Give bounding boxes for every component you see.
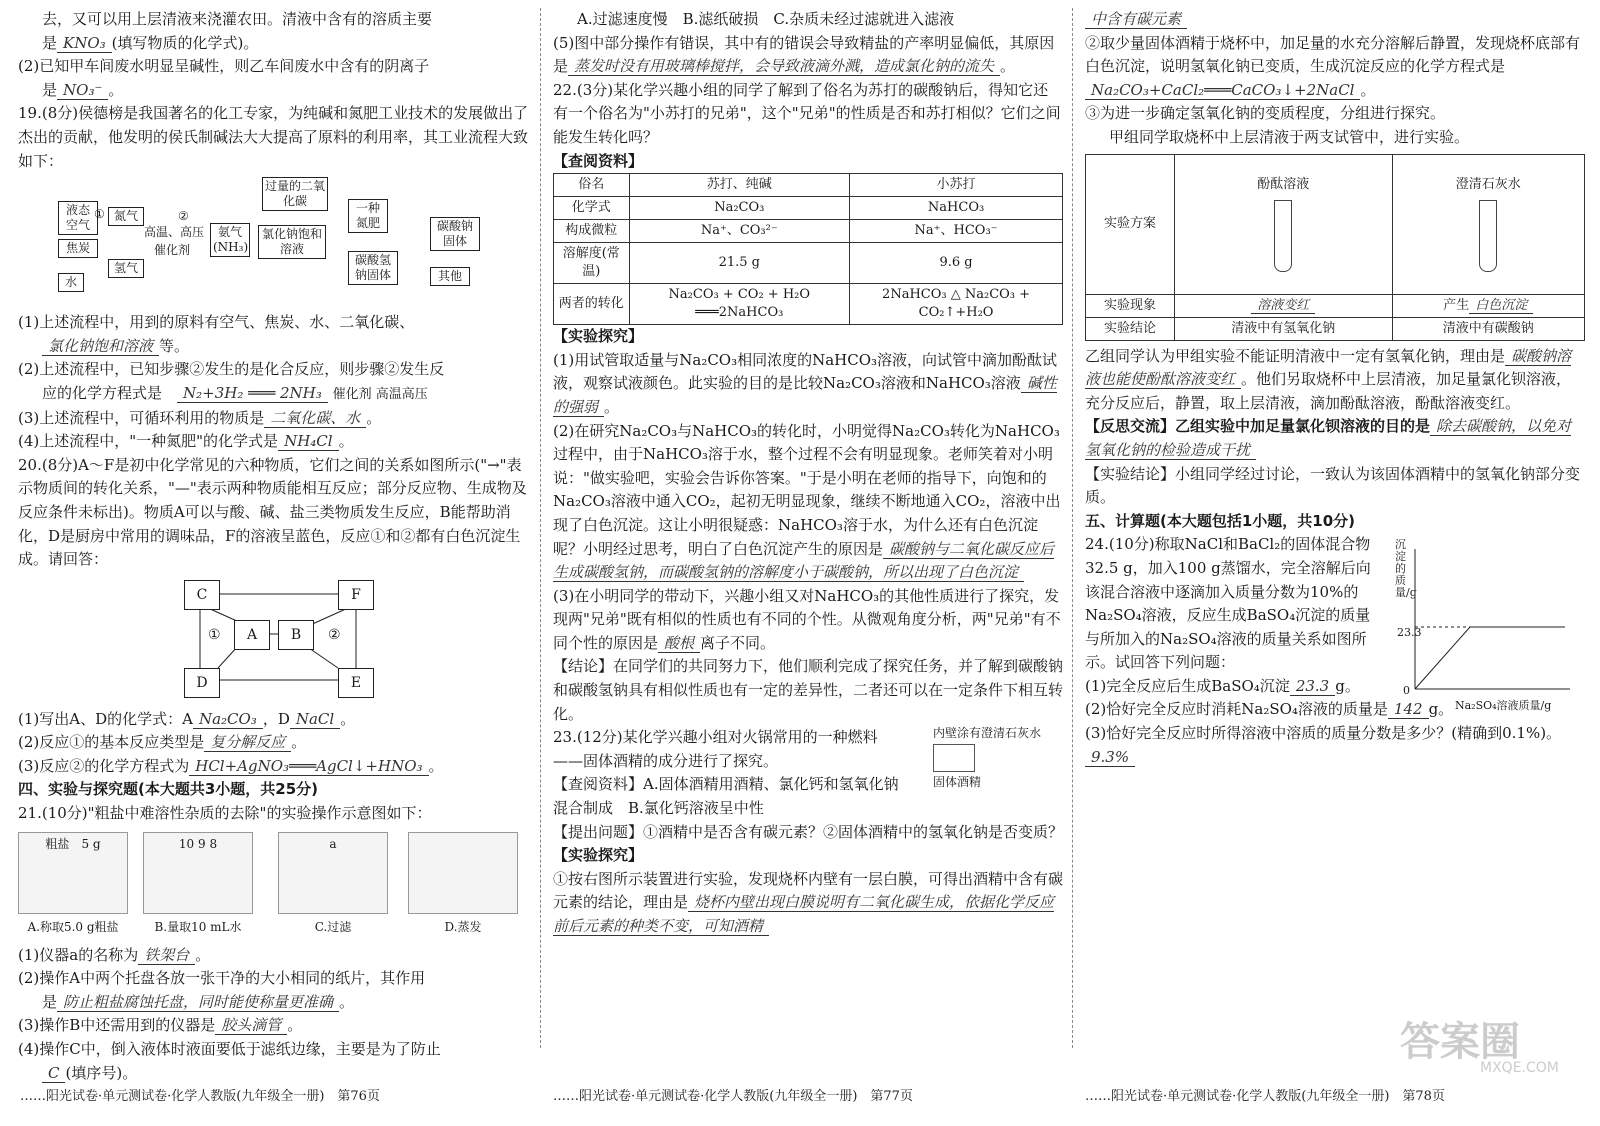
answer-mass-fraction: 9.3% [1085,748,1135,767]
answer-carbon-reason: 烧杯内壁出现白膜说明有二氧化碳生成，依据化学反应前后元素的种类不变，可知酒精 [553,893,1055,935]
answer-baso4-mass: 23.3 [1290,677,1335,696]
answer-precipitate-reason: 碳酸钠与二氧化碳反应后生成碳酸氢钠，而碳酸氢钠的溶解度小于碳酸钠，所以出现了白色沉淀 [553,539,1055,582]
footer-page-77: ……阳光试卷·单元测试卷·化学人教版(九年级全一册) 第77页 [553,1089,913,1104]
data-table: 俗名 苏打、纯碱 小苏打 化学式 Na₂CO₃ NaHCO₃ 构成微粒 Na⁺、CO₃²⁻ Na⁺、HCO₃⁻ 溶解度(常温) 21.5 g 9.6 g 两者的转化 Na₂CO₃ + CO₂ + H₂O ═══2NaHCO₃ 2NaHCO₃ △ Na₂CO₃ + CO₂↑+H₂O [553,173,1063,325]
op-weighing: 粗盐 5 g A.称取5.0 g粗盐 [18,832,128,940]
tube-limewater: 澄清石灰水 [1392,154,1585,294]
node-b: B [278,620,314,650]
answer-equation-2: HCl+AgNO₃═══AgCl↓+HNO₃ [189,757,428,776]
column-page-78: 中含有碳元素 ②取少量固体酒精于烧杯中，加足量的水充分溶解后静置，发现烧杯底部有白色沉淀，说明氢氧化钠已变质，生成沉淀反应的化学方程式是Na₂CO₃+CaCl₂═══CaCO₃↓+2NaCl 。 ③为进一步确定氢氧化钠的变质程度，分组进行探究。 甲组同学取烧杯中上层清液于两支试管中，进行实验。 实验方案 酚酞溶液 澄清石灰水 实验现象 溶液变红 产生 白色沉淀 实验结论 清液中有氢氧化钠 清液中有碳酸钠 乙组同学认为甲组实验不能证明清液中一定有氢氧化钠，理由是 碳酸钠溶液也能使酚酞溶液变红 。他们另取烧杯中上层清液，加足量氯化钡溶液，充分反应后，静置，取上层清液，滴加酚酞溶液，酚酞溶液变红。 【反思交流】乙组实验中加足量氯化钡溶液的目的是 除去碳酸钠，以免对氢氧化钠的检验造成干扰 【实验结论】小组同学经过讨论，一致认为该固体酒精中的氢氧化钠部分变质。 五、计算题(本大题包括1小题，共10分) 24.(10分)称取NaCl和BaCl₂的固体混合物32.5 g，加入100 g蒸馏水，完全溶解后向该混合溶液中逐滴加入质量分数为10%的Na₂SO₄溶液，反应生成BaSO₄沉淀的质量与所加入的Na₂SO₄溶液的质量关系如图所示。试回答下列问题： 沉淀的质量/g 23.3 0 Na₂SO₄溶液质量/g (1)完全反应后生成BaSO₄沉淀 23.3 g。 (2)恰好完全反应时消耗Na₂SO₄溶液的质量是 142 g。 (3)恰好完全反应时所得溶液中溶质的质量分数是多少？(精确到0.1%)。 9.3% [1085,8,1585,769]
flow-nacl: 氯化钠饱和溶液 [258,225,326,259]
q19-1: (1)上述流程中，用到的原料有空气、焦炭、水、二氧化碳、 [18,313,415,332]
node-a: A [234,620,270,650]
answer-anion: NO₃⁻ [57,81,108,100]
q24-title: 24.(10分)称取NaCl和BaCl₂的固体混合物32.5 g，加入100 g蒸馏水，完全溶解后向该混合溶液中逐滴加入质量分数为10%的Na₂SO₄溶液，反应生成BaSO₄沉淀的质量与所加入的Na₂SO₄溶液的质量关系如图所示。试回答下列问题： [1085,535,1371,672]
flow-coke: 焦炭 [58,239,98,258]
op-measuring: 10 9 8 B.量取10 mL水 [143,832,253,940]
q21-2: (2)操作A中两个托盘各放一张干净的大小相同的纸片，其作用 [18,969,426,988]
answer-d: NaCl [290,710,340,729]
op-evaporating: D.蒸发 [408,832,518,940]
options: A.过滤速度慢 B.滤纸破损 C.杂质未经过滤就进入滤液 [577,10,955,28]
section-5-title: 五、计算题(本大题包括1小题，共10分) [1085,511,1356,530]
section-4-title: 四、实验与探究题(本大题共3小题，共25分) [18,780,319,799]
experiment-table: 实验方案 酚酞溶液 澄清石灰水 实验现象 溶液变红 产生 白色沉淀 实验结论 清液中有氢氧化钠 清液中有碳酸钠 [1085,154,1585,341]
column-page-76: 去，又可以用上层清液来浇灌农田。清液中含有的溶质主要 是 KNO₃ (填写物质的化学式)。 (2)已知甲车间废水明显呈碱性，则乙车间废水中含有的阴离子 是 NO₃⁻ 。 19.(8分)侯德榜是我国著名的化工专家，为纯碱和氮肥工业技术的发展做出了杰出的贡献，他发明的侯氏制碱法大大提高了原料的利用率，其工业流程大致如下： 液态空气 氮气 焦炭 水 氢气 ① ② 高温、高压 催化剂 氨气(NH₃) 过量的二氧化碳 氯化钠饱和溶液 一种氮肥 碳酸氢钠固体 碳酸钠固体 其他 (1)上述流程中，用到的原料有空气、焦炭、水、二氧化碳、 氯化钠饱和溶液 等。 (2)上述流程中，已知步骤②发生的是化合反应，则步骤②发生反 应的化学方程式是 N₂+3H₂ ═══ 2NH₃ 催化剂 高温高压 (3)上述流程中，可循环利用的物质是 二氧化碳、水 。 (4)上述流程中，"一种氮肥"的化学式是 NH₄Cl 。 20.(8分)A～F是初中化学常见的六种物质，它们之间的关系如图所示("→"表示物质间的转化关系，"—"表示两种物质能相互反应；部分反应物、生成物及反应条件未标出)。物质A可以与酸、碱、盐三类物质发生反应，B能帮助消化，D是厨房中常用的调味品，F的溶液呈蓝色，反应①和②都有白色沉淀生成。请回答： C F A B D E ① ② (1)写出A、D的化学式：A Na₂CO₃ ，D NaCl 。 (2)反应①的基本反应类型是 复分解反应 。 (3)反应②的化学方程式为 HCl+AgNO₃═══AgCl↓+HNO₃ 。 四、实验与探究题(本大题共3小题，共25分) 21.(10分)"粗盐中难溶性杂质的去除"的实验操作示意图如下： 粗盐 5 g A.称取5.0 g粗盐 10 9 8 B.量取10 mL水 a C.过滤 D.蒸发 (1)仪器a的名称为 铁架台 。 (2)操作A中两个托盘各放一张干净的大小相同的纸片，其作用 是 防止粗盐腐蚀托盘，同时能使称量更准确 。 (3)操作B中还需用到的仪器是 胶头滴管 。 (4)操作C中，倒入液体时液面要低于滤纸边缘，主要是为了防止 C (填序号)。 [18,8,532,1085]
q18-2: (2)已知甲车间废水明显呈碱性，则乙车间废水中含有的阴离子 [18,57,430,76]
q21-4: (4)操作C中，倒入液体时液面要低于滤纸边缘，主要是为了防止 [18,1040,441,1059]
footer-page-78: ……阳光试卷·单元测试卷·化学人教版(九年级全一册) 第78页 [1085,1089,1445,1104]
answer-error-reason: 蒸发时没有用玻璃棒搅拌，会导致液滴外溅，造成氯化钠的流失 [568,57,1000,76]
node-d: D [184,668,220,698]
intro-text: 去，又可以用上层清液来浇灌农田。清液中含有的溶质主要 [42,10,433,28]
answer-solute: KNO₃ [57,34,112,53]
answer-option: C [42,1064,65,1083]
answer-equation-precip: Na₂CO₃+CaCl₂═══CaCO₃↓+2NaCl [1085,81,1360,100]
q20-title: 20.(8分)A～F是初中化学常见的六种物质，它们之间的关系如图所示("→"表示物质间的转化关系，"—"表示两种物质能相互反应；部分反应物、生成物及反应条件未标出)。物质A可以与酸、碱、盐三类物质发生反应，B能帮助消化，D是厨房中常用的调味品，F的溶液呈蓝色，反应①和②都有白色沉淀生成。请回答： [18,455,527,569]
flow-na2co3: 碳酸钠固体 [430,217,480,251]
node-e: E [338,668,374,698]
lab-operations-figure [18,830,532,940]
q19-title: 19.(8分)侯德榜是我国著名的化工专家，为纯碱和氮肥工业技术的发展做出了杰出的贡献，他发明的侯氏制碱法大大提高了原料的利用率，其工业流程大致如下： [18,104,529,170]
flow-air: 液态空气 [58,201,98,235]
answer-paper-purpose: 防止粗盐腐蚀托盘，同时能使称量更准确 [57,993,339,1012]
column-page-77: A.过滤速度慢 B.滤纸破损 C.杂质未经过滤就进入滤液 (5)图中部分操作有错误，其中有的错误会导致精盐的产率明显偏低，其原因是 蒸发时没有用玻璃棒搅拌，会导致液滴外溅，造成氯化钠的流失 。 22.(3分)某化学兴趣小组的同学了解到了俗名为苏打的碳酸钠后，得知它还有一个俗名为"小苏打的兄弟"，这个"兄弟"的性质是否和苏打相似？它们之间能发生转化吗？ 【查阅资料】 俗名 苏打、纯碱 小苏打 化学式 Na₂CO₃ NaHCO₃ 构成微粒 Na⁺、CO₃²⁻ Na⁺、HCO₃⁻ 溶解度(常温) 21.5 g 9.6 g 两者的转化 Na₂CO₃ + CO₂ + H₂O ═══2NaHCO₃ 2NaHCO₃ △ Na₂CO₃ + CO₂↑+H₂O 【实验探究】 (1)用试管取适量与Na₂CO₃相同浓度的NaHCO₃溶液，向试管中滴加酚酞试液，观察试液颜色。此实验的目的是比较Na₂CO₃溶液和NaHCO₃溶液 碱性的强弱 。 (2)在研究Na₂CO₃与NaHCO₃的转化时，小明觉得Na₂CO₃转化为NaHCO₃过程中，由于NaHCO₃溶于水，整个过程不会有明显现象。老师笑着对小明说："做实验吧，实验会告诉你答案。"于是小明在老师的指导下，向饱和的Na₂CO₃溶液中通入CO₂，起初无明显现象，继续不断地通入CO₂，溶液中出现了白色沉淀。这让小明很疑惑：NaHCO₃溶于水，为什么还有白色沉淀呢？小明经过思考，明白了白色沉淀产生的原因是 碳酸钠与二氧化碳反应后生成碳酸氢钠，而碳酸氢钠的溶解度小于碳酸钠，所以出现了白色沉淀 (3)在小明同学的带动下，兴趣小组又对NaHCO₃的其他性质进行了探究，发现两"兄弟"既有相似的性质也有不同的个性。从微观角度分析，两"兄弟"有不同个性的原因是 酸根 离子不同。 【结论】在同学们的共同努力下，他们顺利完成了探究任务，并了解到碳酸钠和碳酸氢钠具有相似性质也有一定的差异性，二者还可以在一定条件下相互转化。 23.(12分)某化学兴趣小组对火锅常用的一种燃料——固体酒精的成分进行了探究。 内壁涂有澄清石灰水 固体酒精 【查阅资料】A.固体酒精用酒精、氯化钙和氢氧化钠混合制成 B.氯化钙溶液呈中性 【提出问题】①酒精中是否含有碳元素？②固体酒精中的氢氧化钠是否变质？ 【实验探究】 ①按右图所示装置进行实验，发现烧杯内壁有一层白膜，可得出酒精中含有碳元素的结论，理由是 烧杯内壁出现白膜说明有二氧化碳生成，依据化学反应前后元素的种类不变，可知酒精 [553,10,1064,935]
flow-water: 水 [58,273,84,292]
flow-nahco3: 碳酸氢钠固体 [348,251,398,285]
answer-na2so4-mass: 142 [1388,700,1429,719]
conclusion: 【结论】在同学们的共同努力下，他们顺利完成了探究任务，并了解到碳酸钠和碳酸氢钠具有相似性质也有一定的差异性，二者还可以在一定条件下相互转化。 [553,657,1064,723]
q19-2: (2)上述流程中，已知步骤②发生的是化合反应，则步骤②发生反 [18,360,445,379]
answer-reaction-type: 复分解反应 [204,733,291,752]
answer-fertilizer: NH₄Cl [278,432,339,451]
q23-apparatus: 内壁涂有澄清石灰水 固体酒精 [933,726,1042,790]
answer-recycled: 二氧化碳、水 [264,409,366,428]
flow-n2: 氮气 [108,207,144,226]
process-flow-diagram: 液态空气 氮气 焦炭 水 氢气 ① ② 高温、高压 催化剂 氨气(NH₃) 过量的二氧化碳 氯化钠饱和溶液 一种氮肥 碳酸氢钠固体 碳酸钠固体 其他 [18,177,532,307]
flow-nh3: 氨气(NH₃) [210,223,250,257]
answer-raw-material: 氯化钠饱和溶液 [42,337,159,356]
watermark-logo: 答案圈 [1400,1019,1520,1065]
flow-fertilizer: 一种氮肥 [348,199,388,233]
flow-other: 其他 [430,267,470,286]
answer-acid-radical: 酸根 [658,634,700,653]
tube-phenolphthalein: 酚酞溶液 [1175,154,1393,294]
q23-title: 23.(12分)某化学兴趣小组对火锅常用的一种燃料——固体酒精的成分进行了探究。 [553,728,878,770]
q22-title: 22.(3分)某化学兴趣小组的同学了解到了俗名为苏打的碳酸钠后，得知它还有一个俗名为"小苏打的兄弟"，这个"兄弟"的性质是否和苏打相似？它们之间能发生转化吗？ [553,80,1061,146]
relation-diagram: C F A B D E ① ② [178,576,408,704]
answer-equation-step2: N₂+3H₂ ═══ 2NH₃ [177,384,328,403]
watermark-url: MXQE.COM [1480,1060,1559,1076]
node-f: F [338,580,374,610]
precipitate-graph: 沉淀的质量/g 23.3 0 Na₂SO₄溶液质量/g [1395,538,1552,713]
answer-bacl2-purpose: 除去碳酸钠，以免对氢氧化钠的检验造成干扰 [1085,417,1572,459]
q21-title: 21.(10分)"粗盐中难溶性杂质的去除"的实验操作示意图如下： [18,804,432,823]
node-c: C [184,580,220,610]
answer-dropper: 胶头滴管 [215,1016,287,1035]
op-filtering: a C.过滤 [278,832,388,940]
flow-co2: 过量的二氧化碳 [262,177,328,211]
footer-page-76: ……阳光试卷·单元测试卷·化学人教版(九年级全一册) 第76页 [20,1089,380,1104]
flow-h2: 氢气 [108,259,144,278]
answer-a: Na₂CO₃ [193,710,263,729]
answer-group-b-reason: 碳酸钠溶液也能使酚酞溶液变红 [1085,346,1572,389]
answer-instrument-a: 铁架台 [138,946,195,965]
answer-alkalinity: 碱性的强弱 [553,374,1057,416]
